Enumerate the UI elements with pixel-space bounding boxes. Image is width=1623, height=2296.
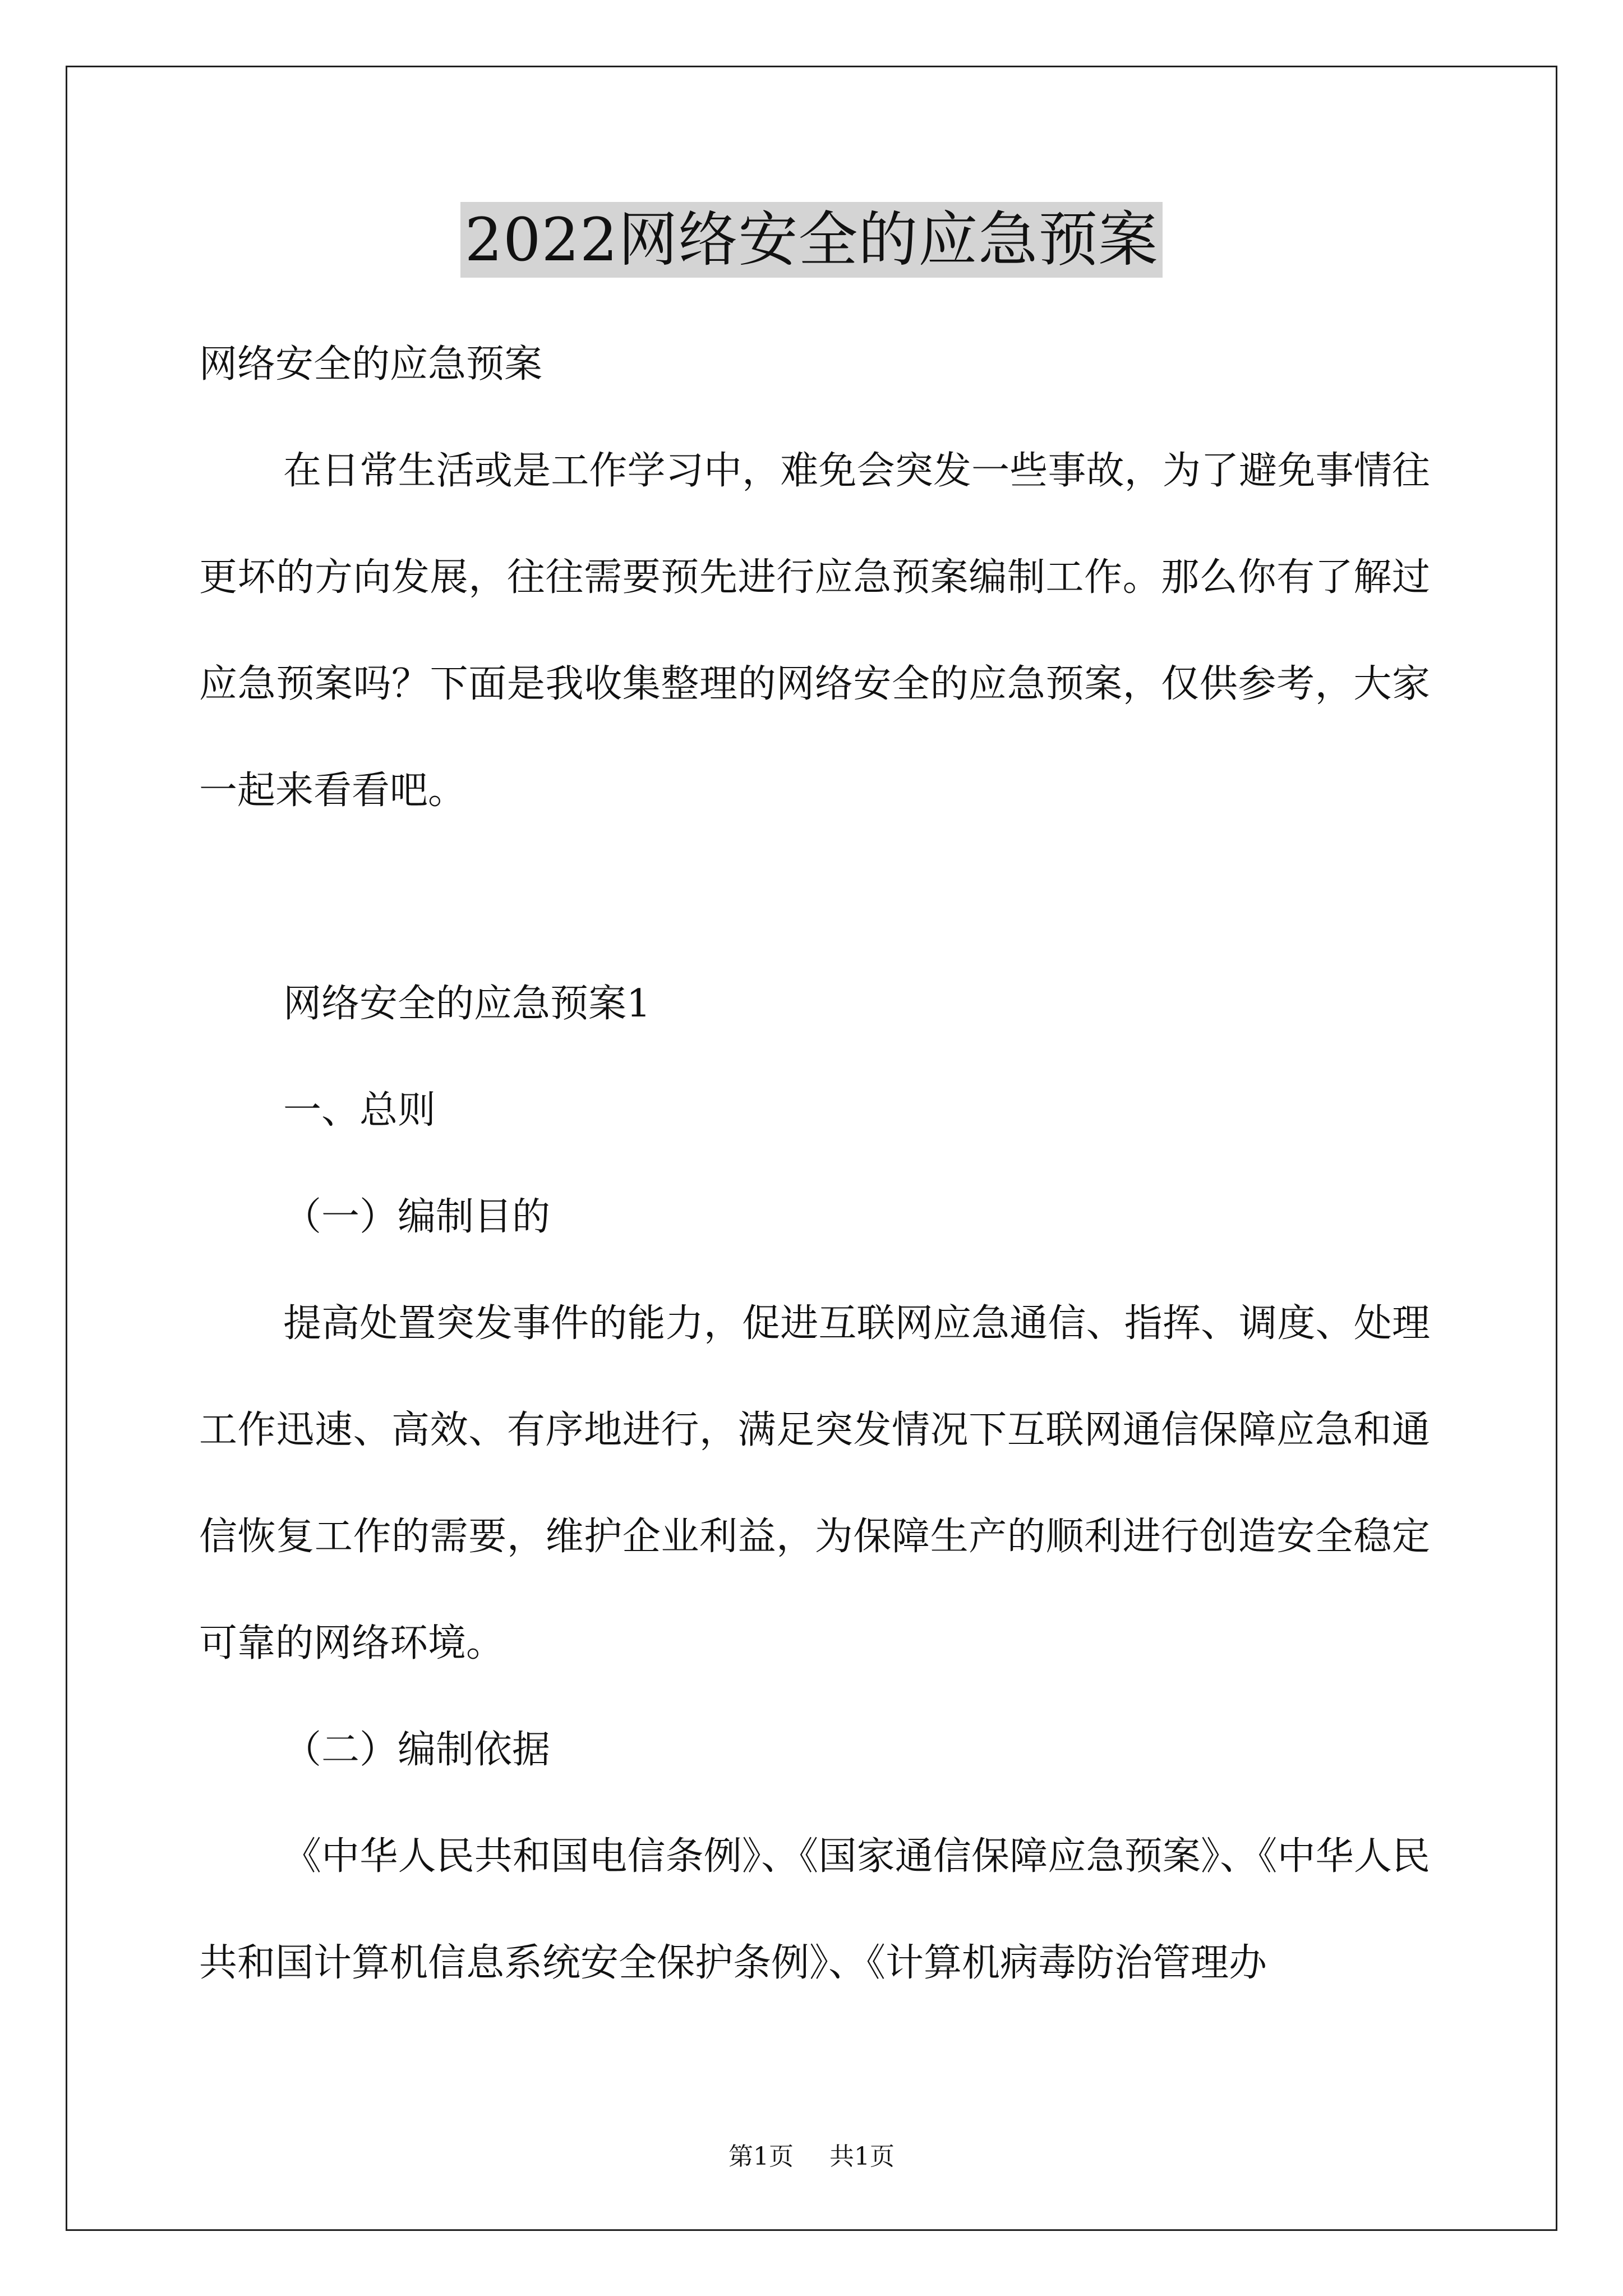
purpose-paragraph: 提高处置突发事件的能力，促进互联网应急通信、指挥、调度、处理工作迅速、高效、有序地进行，满足突发情况下互联网通信保障应急和通信恢复工作的需要，维护企业利益，为保障生产的顺利进行创造安全稳定可靠的网络环境。 [199, 1301, 1430, 1665]
page-number-total: 共1页 [829, 2142, 895, 2171]
heading-general: 一、总则 [283, 1088, 436, 1133]
basis-paragraph: 《中华人民共和国电信条例》、《国家通信保障应急预案》、《中华人民共和国计算机信息系统安全保护条例》、《计算机病毒防治管理办 [199, 1834, 1430, 1985]
page-number-current: 第1页 [728, 2142, 794, 2171]
document-body [199, 311, 1430, 2017]
document-subtitle: 网络安全的应急预案 [199, 342, 543, 386]
heading-basis: （二）编制依据 [283, 1728, 551, 1772]
page-footer [0, 2140, 1623, 2174]
section-title: 网络安全的应急预案1 [283, 982, 651, 1026]
title-container [0, 202, 1623, 278]
heading-purpose: （一）编制目的 [283, 1195, 551, 1239]
document-title: 2022网络安全的应急预案 [460, 202, 1163, 278]
intro-paragraph: 在日常生活或是工作学习中，难免会突发一些事故，为了避免事情往更坏的方向发展，往往需要预先进行应急预案编制工作。那么你有了解过应急预案吗？下面是我收集整理的网络安全的应急预案，仅供参考，大家一起来看看吧。 [199, 449, 1430, 813]
